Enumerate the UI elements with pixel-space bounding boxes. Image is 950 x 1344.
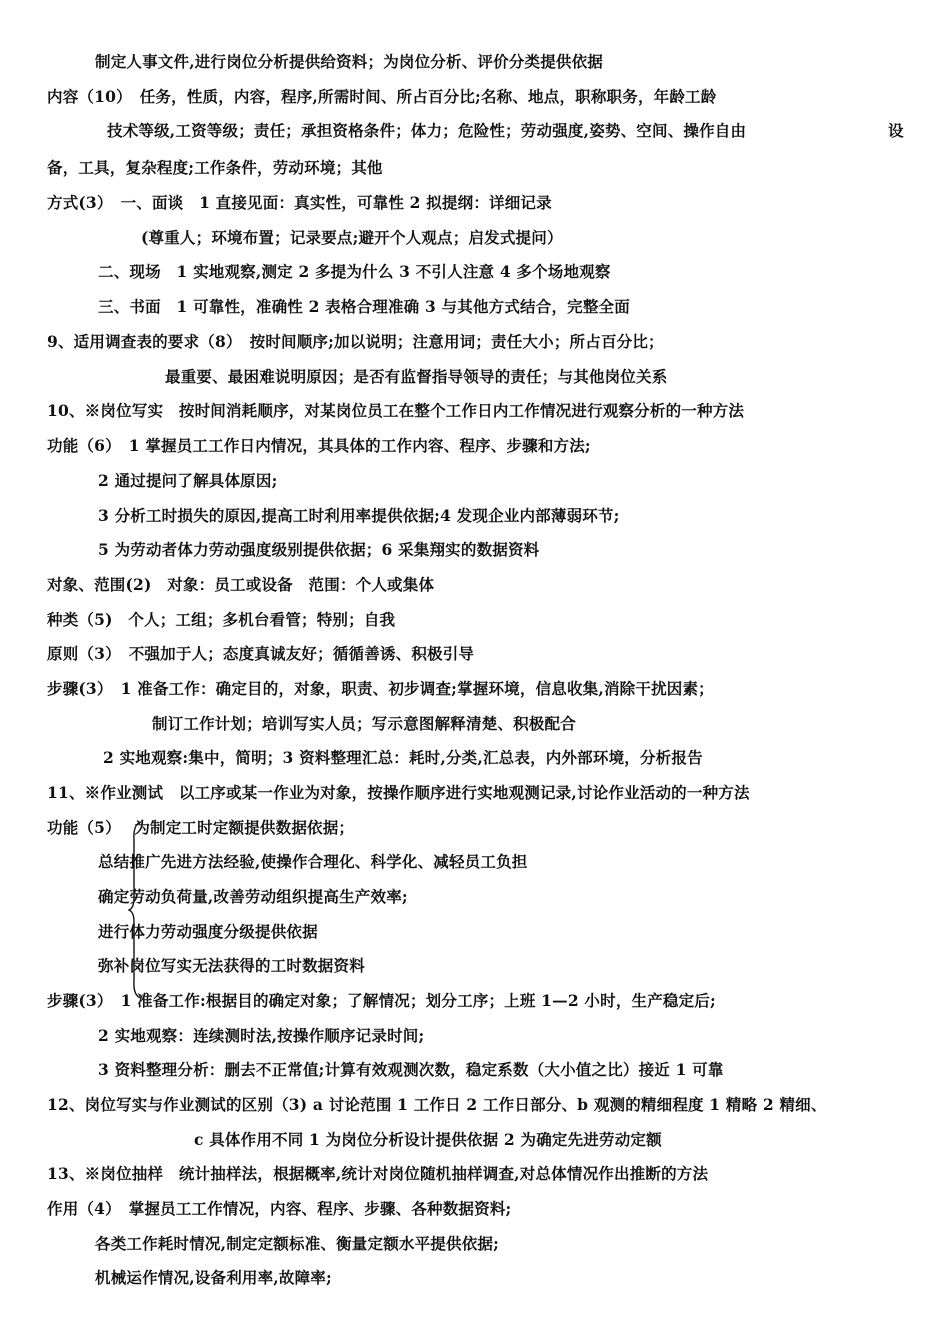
text-line: (尊重人；环境布置；记录要点;避开个人观点；启发式提问） bbox=[141, 228, 563, 247]
text-line: 制订工作计划；培训写实人员；写示意图解释清楚、积极配合 bbox=[152, 714, 576, 733]
text-line: 步骤(3） 1 准备工作:根据目的确定对象；了解情况；划分工序；上班 1—2 小时，生产稳定后; bbox=[47, 991, 716, 1010]
text-line: 机械运作情况,设备利用率,故障率; bbox=[95, 1268, 332, 1287]
text-line: 确定劳动负荷量,改善劳动组织提高生产效率; bbox=[98, 887, 408, 906]
text-line: 内容（10） 任务，性质，内容，程序,所需时间、所占百分比;名称、地点，职称职务，年龄工龄 bbox=[47, 87, 717, 106]
text-line: 5 为劳动者体力劳动强度级别提供依据；6 采集翔实的数据资料 bbox=[98, 540, 540, 559]
text-line: 步骤(3） 1 准备工作：确定目的，对象，职责、初步调查;掌握环境，信息收集,消除干扰因素； bbox=[47, 679, 714, 698]
text-line: 三、书面 1 可靠性，准确性 2 表格合理准确 3 与其他方式结合，完整全面 bbox=[98, 297, 630, 316]
text-line: 最重要、最困难说明原因；是否有监督指导领导的责任；与其他岗位关系 bbox=[165, 367, 668, 386]
text-line: 总结推广先进方法经验,使操作合理化、科学化、减轻员工负担 bbox=[98, 852, 528, 871]
text-line: c 具体作用不同 1 为岗位分析设计提供依据 2 为确定先进劳动定额 bbox=[194, 1130, 662, 1149]
text-line: 作用（4） 掌握员工工作情况，内容、程序、步骤、各种数据资料; bbox=[47, 1199, 512, 1218]
text-line: 2 实地观察：连续测时法,按操作顺序记录时间; bbox=[98, 1026, 425, 1045]
text-line: 2 实地观察:集中，简明；3 资料整理汇总：耗时,分类,汇总表，内外部环境，分析报告 bbox=[103, 748, 703, 767]
text-line: 13、※岗位抽样 统计抽样法，根据概率,统计对岗位随机抽样调查,对总体情况作出推断的方法 bbox=[47, 1164, 709, 1183]
text-line: 12、岗位写实与作业测试的区别（3) a 讨论范围 1 工作日 2 工作日部分、b 观测的精细程度 1 精略 2 精细、 bbox=[47, 1095, 827, 1114]
text-line: 各类工作耗时情况,制定定额标准、衡量定额水平提供依据; bbox=[95, 1234, 500, 1253]
curly-brace-icon bbox=[128, 820, 144, 1000]
text-line: 10、※岗位写实 按时间消耗顺序，对某岗位员工在整个工作日内工作情况进行观察分析的一种方法 bbox=[47, 401, 745, 420]
text-line: 二、现场 1 实地观察,测定 2 多提为什么 3 不引人注意 4 多个场地观察 bbox=[98, 262, 611, 281]
text-line: 弥补岗位写实无法获得的工时数据资料 bbox=[98, 956, 365, 975]
text-line: 2 通过提问了解具体原因; bbox=[98, 471, 278, 490]
text-line: 方式(3） 一、面谈 1 直接见面：真实性，可靠性 2 拟提纲：详细记录 bbox=[47, 193, 552, 212]
text-line: 技术等级,工资等级；责任；承担资格条件；体力；危险性；劳动强度,姿势、空间、操作自由 bbox=[107, 121, 747, 140]
text-line: 3 资料整理分析：删去不正常值;计算有效观测次数，稳定系数（大小值之比）接近 1 可靠 bbox=[98, 1060, 724, 1079]
text-line: 3 分析工时损失的原因,提高工时利用率提供依据;4 发现企业内部薄弱环节; bbox=[98, 506, 620, 525]
text-line: 对象、范围(2) 对象：员工或设备 范围：个人或集体 bbox=[47, 575, 435, 594]
text-line: 进行体力劳动强度分级提供依据 bbox=[98, 922, 318, 941]
text-line: 功能（5） 为制定工时定额提供数据依据； bbox=[47, 818, 355, 837]
text-line: 备，工具，复杂程度;工作条件，劳动环境；其他 bbox=[47, 158, 383, 177]
text-line: 制定人事文件,进行岗位分析提供给资料；为岗位分析、评价分类提供依据 bbox=[95, 52, 603, 71]
text-line: 原则（3） 不强加于人；态度真诚友好；循循善诱、积极引导 bbox=[47, 644, 475, 663]
text-line: 功能（6） 1 掌握员工工作日内情况，其具体的工作内容、程序、步骤和方法; bbox=[47, 436, 591, 455]
text-line: 设 bbox=[888, 121, 904, 140]
text-line: 11、※作业测试 以工序或某一作业为对象，按操作顺序进行实地观测记录,讨论作业活动的一种方法 bbox=[47, 783, 750, 802]
text-line: 种类（5) 个人；工组；多机台看管；特别；自我 bbox=[47, 610, 396, 629]
text-line: 9、适用调查表的要求（8） 按时间顺序;加以说明；注意用词；责任大小；所占百分比； bbox=[47, 332, 664, 351]
